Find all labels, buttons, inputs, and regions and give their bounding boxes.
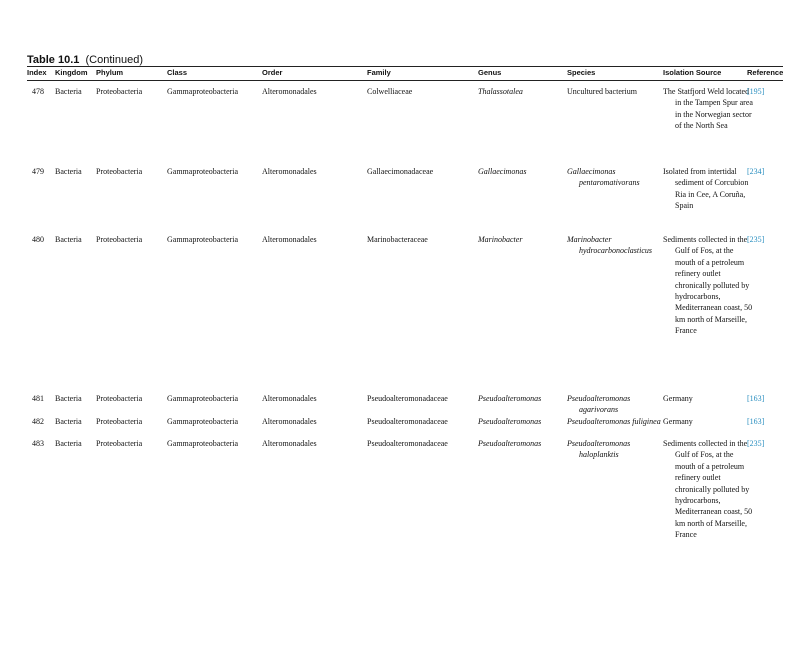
- cell-index: 480: [32, 235, 44, 244]
- cell-class: Gammaproteobacteria: [167, 167, 239, 176]
- cell-index: 478: [32, 87, 44, 96]
- cell-isolation-source: Germany: [663, 394, 693, 403]
- table-caption: [27, 54, 143, 66]
- cell-reference-link[interactable]: [163]: [747, 394, 765, 403]
- cell-order: Alteromonadales: [262, 394, 317, 403]
- cell-isolation-source: The Statfjord Weld located in the Tampen Spur area in the Norwegian sector of the North Sea: [663, 87, 753, 131]
- cell-index: 483: [32, 439, 44, 448]
- col-header-phylum: Phylum: [96, 68, 124, 77]
- cell-class: Gammaproteobacteria: [167, 235, 239, 244]
- cell-class: Gammaproteobacteria: [167, 417, 239, 426]
- cell-order: Alteromonadales: [262, 167, 317, 176]
- cell-isolation-source: Germany: [663, 417, 693, 426]
- cell-genus: Pseudoalteromonas: [478, 394, 542, 403]
- cell-phylum: Proteobacteria: [96, 439, 143, 448]
- cell-order: Alteromonadales: [262, 439, 317, 448]
- cell-phylum: Proteobacteria: [96, 394, 143, 403]
- table-label: Table 10.1: [27, 54, 80, 66]
- cell-index: 479: [32, 167, 44, 176]
- col-header-index: Index: [27, 68, 47, 77]
- cell-reference-link[interactable]: [235]: [747, 439, 765, 448]
- col-header-class: Class: [167, 68, 188, 77]
- cell-kingdom: Bacteria: [55, 394, 82, 403]
- cell-species: Pseudoalteromonas fuliginea: [567, 417, 661, 426]
- cell-family: Colwelliaceae: [367, 87, 413, 96]
- cell-family: Pseudoalteromonadaceae: [367, 439, 448, 448]
- cell-genus: Pseudoalteromonas: [478, 417, 542, 426]
- cell-genus: Marinobacter: [478, 235, 523, 244]
- cell-kingdom: Bacteria: [55, 167, 82, 176]
- col-header-reference: Reference: [747, 68, 784, 77]
- cell-reference-link[interactable]: [234]: [747, 167, 765, 176]
- cell-class: Gammaproteobacteria: [167, 439, 239, 448]
- cell-family: Marinobacteraceae: [367, 235, 428, 244]
- cell-order: Alteromonadales: [262, 87, 317, 96]
- cell-species: Uncultured bacterium: [567, 87, 637, 96]
- cell-order: Alteromonadales: [262, 235, 317, 244]
- cell-phylum: Proteobacteria: [96, 167, 143, 176]
- cell-kingdom: Bacteria: [55, 235, 82, 244]
- cell-family: Gallaecimonadaceae: [367, 167, 434, 176]
- header-top-rule: [27, 66, 783, 67]
- cell-index: 482: [32, 417, 44, 426]
- cell-isolation-source: Sediments collected in the Gulf of Fos, at the mouth of a petroleum refinery outlet chronically polluted by hydrocarbons, Mediterranean coast, 50 km north of Marseille, France: [663, 235, 753, 336]
- cell-kingdom: Bacteria: [55, 87, 82, 96]
- cell-family: Pseudoalteromonadaceae: [367, 394, 448, 403]
- header-bottom-rule: [27, 80, 783, 81]
- cell-species: Gallaecimonas pentaromativorans: [567, 167, 640, 188]
- cell-isolation-source: Isolated from intertidal sediment of Corcubion Ria in Cee, A Coruña, Spain: [663, 167, 749, 211]
- cell-class: Gammaproteobacteria: [167, 394, 239, 403]
- cell-family: Pseudoalteromonadaceae: [367, 417, 448, 426]
- cell-kingdom: Bacteria: [55, 439, 82, 448]
- cell-reference-link[interactable]: [235]: [747, 235, 765, 244]
- col-header-isolation-source: Isolation Source: [663, 68, 722, 77]
- cell-order: Alteromonadales: [262, 417, 317, 426]
- col-header-species: Species: [567, 68, 596, 77]
- cell-species: Pseudoalteromonas agarivorans: [567, 394, 631, 415]
- col-header-genus: Genus: [478, 68, 502, 77]
- cell-kingdom: Bacteria: [55, 417, 82, 426]
- cell-genus: Thalassotalea: [478, 87, 523, 96]
- cell-index: 481: [32, 394, 44, 403]
- cell-species: Marinobacter hydrocarbonoclasticus: [567, 235, 653, 256]
- cell-reference-link[interactable]: [163]: [747, 417, 765, 426]
- cell-class: Gammaproteobacteria: [167, 87, 239, 96]
- cell-genus: Pseudoalteromonas: [478, 439, 542, 448]
- cell-phylum: Proteobacteria: [96, 87, 143, 96]
- cell-isolation-source: Sediments collected in the Gulf of Fos, at the mouth of a petroleum refinery outlet chronically polluted by hydrocarbons, Mediterranean coast, 50 km north of Marseille, France: [663, 439, 753, 540]
- col-header-order: Order: [262, 68, 283, 77]
- cell-phylum: Proteobacteria: [96, 417, 143, 426]
- cell-phylum: Proteobacteria: [96, 235, 143, 244]
- table-continued-note: (Continued): [85, 54, 143, 66]
- cell-reference-link[interactable]: [195]: [747, 87, 765, 96]
- cell-species: Pseudoalteromonas haloplanktis: [567, 439, 631, 460]
- cell-genus: Gallaecimonas: [478, 167, 527, 176]
- col-header-family: Family: [367, 68, 391, 77]
- col-header-kingdom: Kingdom: [55, 68, 88, 77]
